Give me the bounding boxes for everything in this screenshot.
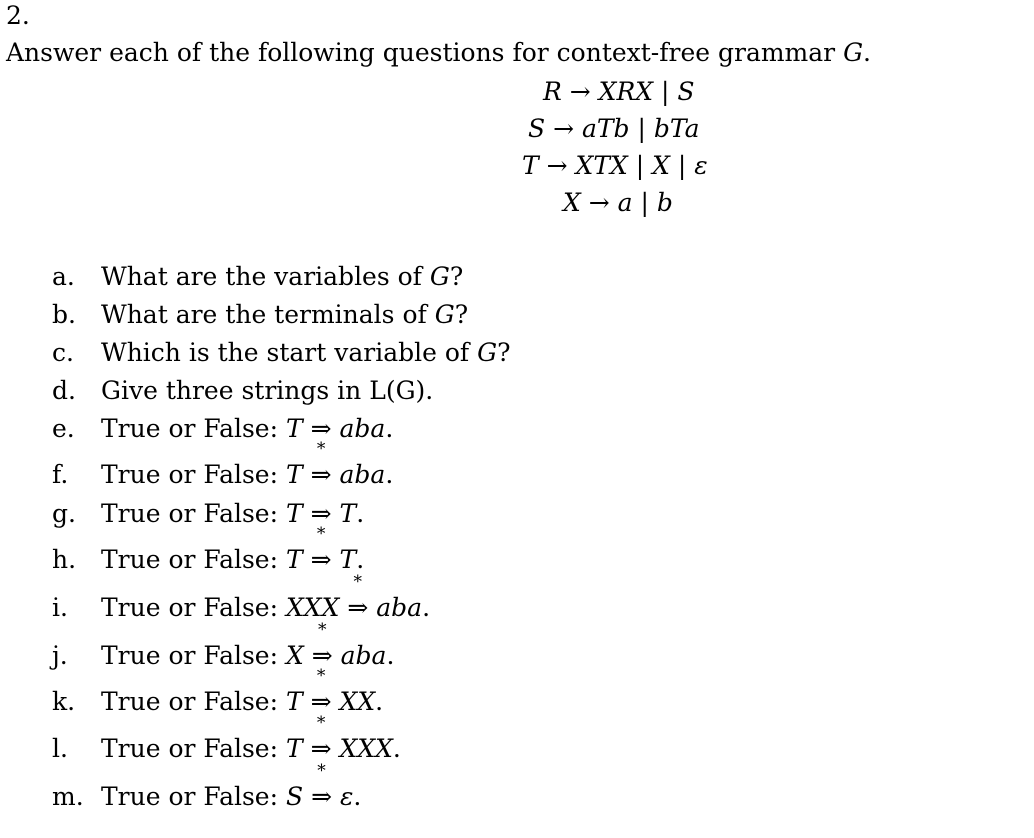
question-prefix: True or False: <box>101 499 286 528</box>
question-text <box>101 412 393 446</box>
derivation-rhs: XXX <box>339 734 393 763</box>
question-label: l. <box>52 734 68 763</box>
derivation-rhs: aba <box>339 414 386 443</box>
question-label: b. <box>52 300 76 329</box>
question-math: G <box>429 262 450 291</box>
derivation-rhs: aba <box>339 460 386 489</box>
question-label: d. <box>52 376 76 405</box>
derives-arrow-symbol: ⇒ <box>310 734 332 763</box>
grammar-rule-S: S → aTb | bTa <box>528 114 700 143</box>
kleene-star-mark: * <box>316 713 326 733</box>
derivation-rhs: XX <box>339 687 376 716</box>
derives-arrow <box>310 439 332 492</box>
question-math: G <box>477 338 498 367</box>
kleene-star-mark: * <box>316 666 326 686</box>
derivation-lhs: T <box>285 734 303 763</box>
question-text <box>101 439 394 492</box>
question-suffix: . <box>392 734 401 763</box>
question-prefix: True or False: <box>101 641 286 670</box>
question-text <box>101 524 365 577</box>
kleene-star-mark: * <box>353 572 363 592</box>
derivation-lhs: T <box>285 499 303 528</box>
kleene-star-mark: * <box>317 761 326 781</box>
derivation-rhs: T <box>339 499 357 528</box>
derives-arrow <box>347 572 369 625</box>
question-suffix: . <box>385 460 394 489</box>
question-text <box>101 572 431 625</box>
grammar-rule-R: R → XRX | S <box>543 77 695 106</box>
intro-grammar-symbol: G <box>843 38 864 67</box>
question-label: j. <box>52 641 68 670</box>
question-text <box>101 761 362 814</box>
question-prefix: Give three strings in L(G). <box>101 376 434 405</box>
question-suffix: . <box>353 782 362 811</box>
question-suffix: . <box>422 593 431 622</box>
derives-arrow-symbol: ⇒ <box>310 687 332 716</box>
derives-arrow-symbol: ⇒ <box>347 593 369 622</box>
question-label: g. <box>52 499 76 528</box>
question-suffix: . <box>386 641 395 670</box>
question-suffix: ? <box>497 338 511 367</box>
question-prefix: What are the variables of <box>101 262 430 291</box>
question-text <box>101 620 395 673</box>
question-suffix: . <box>375 687 384 716</box>
question-math: G <box>434 300 455 329</box>
derivation-rhs: ε <box>339 782 354 811</box>
derives-arrow <box>311 761 333 814</box>
question-label: k. <box>52 687 76 716</box>
derives-arrow-symbol: ⇒ <box>311 641 333 670</box>
derivation-lhs: T <box>285 687 303 716</box>
derivation-lhs: T <box>285 460 303 489</box>
question-text <box>101 260 463 294</box>
kleene-star-mark: * <box>317 620 327 640</box>
derives-arrow-symbol: ⇒ <box>310 460 332 489</box>
question-suffix: . <box>385 414 394 443</box>
question-prefix: Which is the start variable of <box>101 338 478 367</box>
question-prefix: What are the terminals of <box>101 300 435 329</box>
question-label: f. <box>52 460 69 489</box>
question-text <box>101 713 401 766</box>
question-prefix: True or False: <box>101 460 286 489</box>
question-suffix: ? <box>449 262 464 291</box>
derivation-rhs: aba <box>340 641 387 670</box>
question-label: c. <box>52 338 74 367</box>
derivation-rhs: T <box>339 545 357 574</box>
kleene-star-mark: * <box>316 524 326 544</box>
derives-arrow <box>310 524 332 577</box>
derivation-lhs: S <box>285 782 304 811</box>
question-label: e. <box>52 414 75 443</box>
question-text <box>101 336 511 370</box>
grammar-rule-X: X → a | b <box>563 188 673 217</box>
question-prefix: True or False: <box>101 414 286 443</box>
question-prefix: True or False: <box>101 687 286 716</box>
question-label: h. <box>52 545 77 574</box>
grammar-rule-T: T → XTX | X | ε <box>522 151 708 180</box>
derives-arrow-symbol: ⇒ <box>310 499 332 528</box>
question-suffix: ? <box>454 300 469 329</box>
derivation-lhs: T <box>285 414 303 443</box>
derives-arrow-symbol: ⇒ <box>311 782 333 811</box>
question-prefix: True or False: <box>101 593 286 622</box>
question-label: a. <box>52 262 75 291</box>
derivation-lhs: X <box>285 641 304 670</box>
kleene-star-mark: * <box>316 439 326 459</box>
question-suffix: . <box>356 499 365 528</box>
question-label: i. <box>52 593 68 622</box>
question-text <box>101 298 468 332</box>
derivation-lhs: XXX <box>285 593 340 622</box>
question-label: m. <box>52 782 84 811</box>
question-prefix: True or False: <box>101 782 286 811</box>
derivation-rhs: aba <box>376 593 423 622</box>
intro-text: Answer each of the following questions for context-free grammar <box>6 38 844 67</box>
question-suffix: . <box>356 545 365 574</box>
derives-arrow-symbol: ⇒ <box>310 414 332 443</box>
question-text <box>101 666 384 719</box>
intro-period: . <box>863 38 871 67</box>
derives-arrow-symbol: ⇒ <box>310 545 332 574</box>
derivation-lhs: T <box>285 545 303 574</box>
question-text <box>101 374 433 408</box>
problem-number: 2. <box>6 1 30 30</box>
question-prefix: True or False: <box>101 734 286 763</box>
question-prefix: True or False: <box>101 545 286 574</box>
problem-intro <box>6 36 871 70</box>
